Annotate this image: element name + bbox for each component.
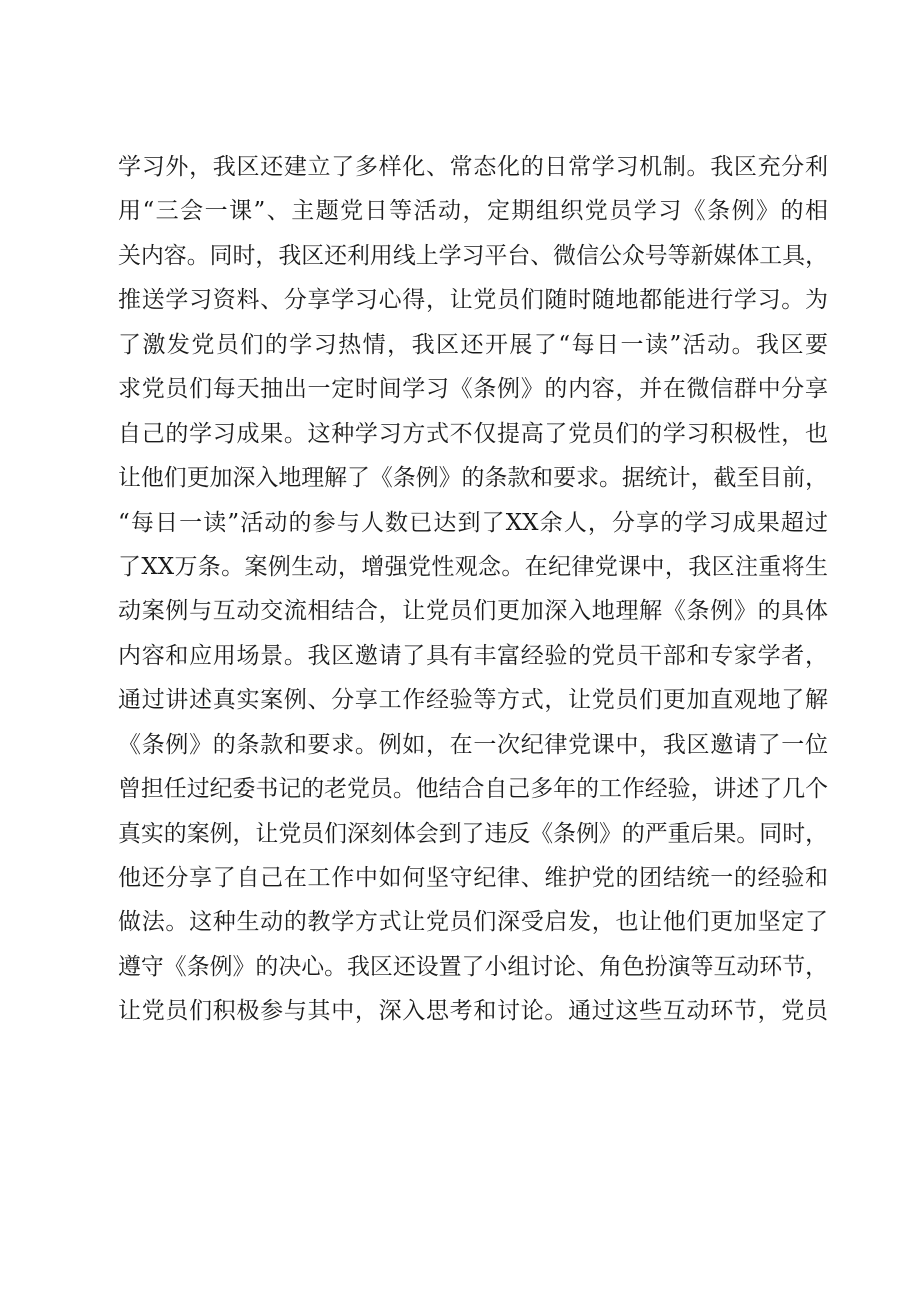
text-line-8: 让他们更加深入地理解了《条例》的条款和要求。据统计，截至目前， xyxy=(118,465,828,492)
text-line-19: 遵守《条例》的决心。我区还设置了小组讨论、角色扮演等互动环节， xyxy=(118,953,828,980)
text-line-2: 用“三会一课”、主题党日等活动，定期组织党员学习《条例》的相 xyxy=(118,198,828,225)
text-line-18: 做法。这种生动的教学方式让党员们深受启发，也让他们更加坚定了 xyxy=(118,909,828,936)
body-paragraph xyxy=(118,145,828,1034)
text-line-4: 推送学习资料、分享学习心得，让党员们随时随地都能进行学习。为 xyxy=(118,287,828,314)
text-line-17: 他还分享了自己在工作中如何坚守纪律、维护党的团结统一的经验和 xyxy=(118,865,828,891)
text-line-13: 通过讲述真实案例、分享工作经验等方式，让党员们更加直观地了解 xyxy=(118,687,828,714)
text-line-15: 曾担任过纪委书记的老党员。他结合自己多年的工作经验，讲述了几个 xyxy=(118,776,828,803)
text-line-9: “每日一读”活动的参与人数已达到了XX余人，分享的学习成果超过 xyxy=(118,509,828,536)
text-line-5: 了激发党员们的学习热情，我区还开展了“每日一读”活动。我区要 xyxy=(118,331,828,358)
text-line-10: 了XX万条。案例生动，增强党性观念。在纪律党课中，我区注重将生 xyxy=(118,553,828,580)
text-line-3: 关内容。同时，我区还利用线上学习平台、微信公众号等新媒体工具， xyxy=(118,242,828,269)
text-line-16: 真实的案例，让党员们深刻体会到了违反《条例》的严重后果。同时， xyxy=(118,820,828,847)
text-line-7: 自己的学习成果。这种学习方式不仅提高了党员们的学习积极性，也 xyxy=(118,420,828,447)
text-line-6: 求党员们每天抽出一定时间学习《条例》的内容，并在微信群中分享 xyxy=(118,376,828,403)
text-line-12: 内容和应用场景。我区邀请了具有丰富经验的党员干部和专家学者， xyxy=(118,642,828,669)
text-line-1: 学习外，我区还建立了多样化、常态化的日常学习机制。我区充分利 xyxy=(118,154,828,180)
text-line-11: 动案例与互动交流相结合，让党员们更加深入地理解《条例》的具体 xyxy=(118,598,828,625)
text-line-14: 《条例》的条款和要求。例如，在一次纪律党课中，我区邀请了一位 xyxy=(118,731,828,758)
text-line-20: 让党员们积极参与其中，深入思考和讨论。通过这些互动环节，党员 xyxy=(118,998,828,1025)
